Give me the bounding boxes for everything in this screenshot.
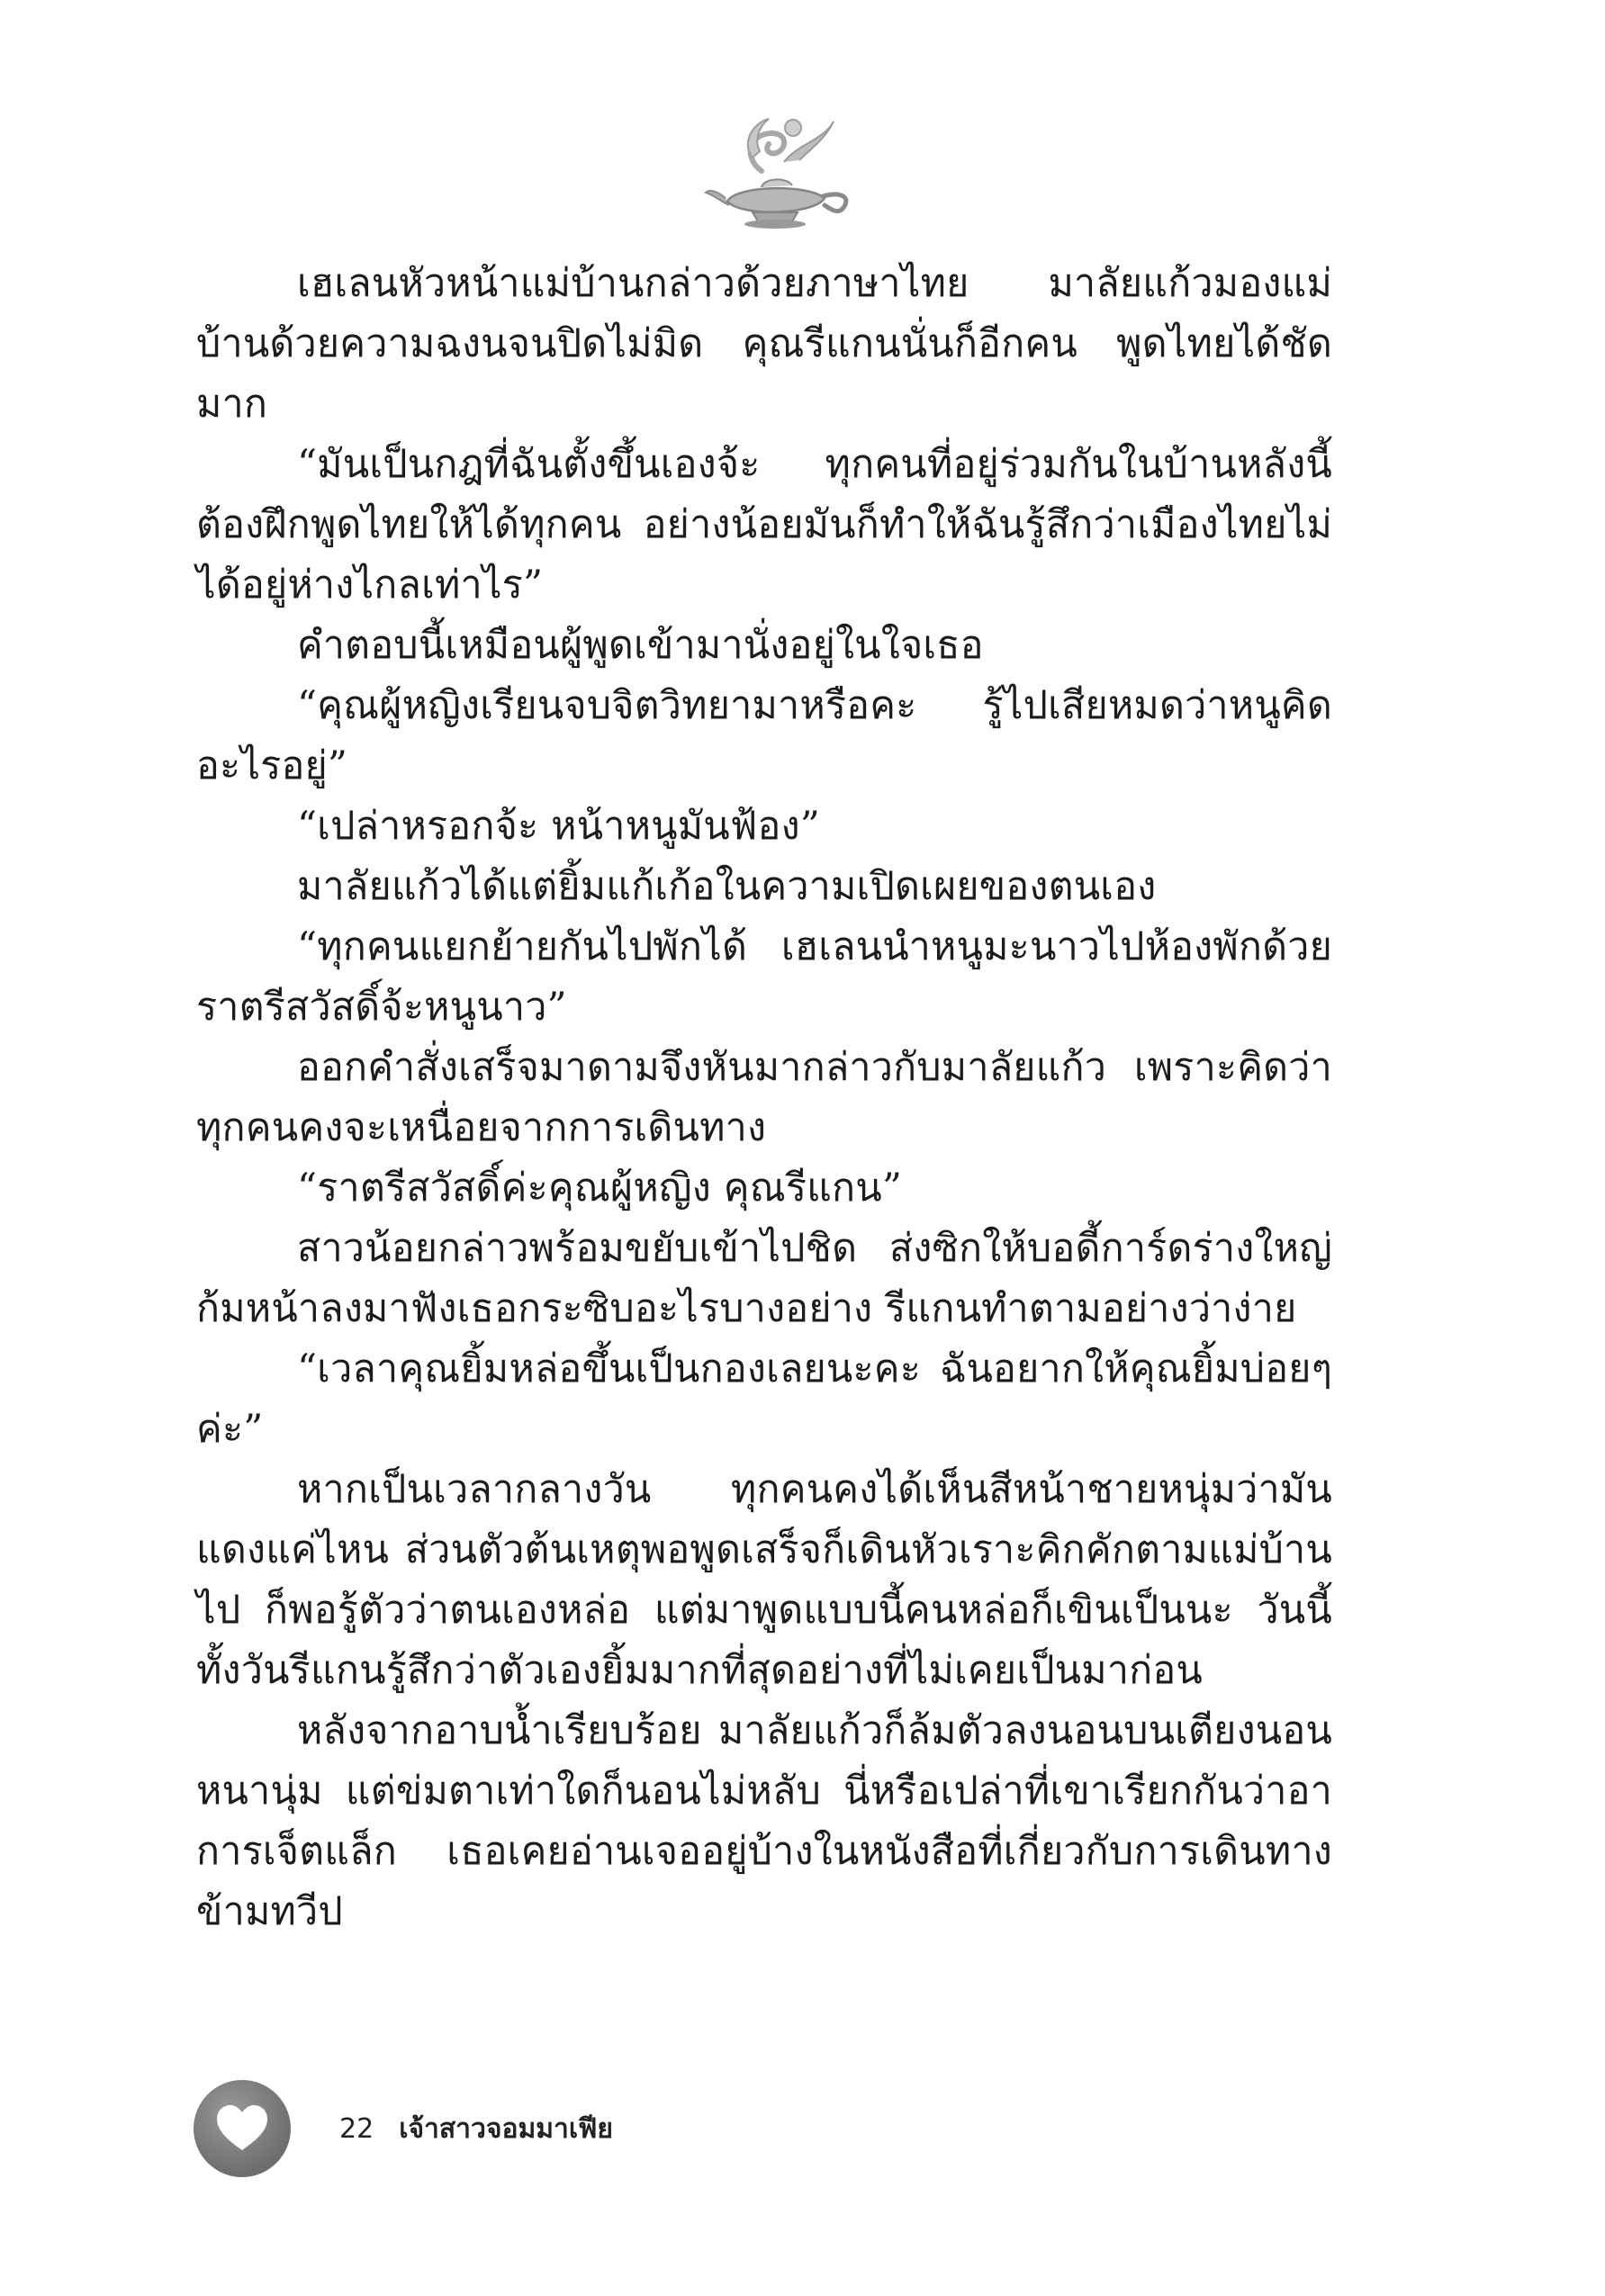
magic-lamp-ornament <box>699 108 861 234</box>
heart-icon <box>214 2103 270 2154</box>
paragraph: สาวน้อยกล่าวพร้อมขยับเข้าไปชิด ส่งซิกให้บอดี้การ์ดร่างใหญ่ก้มหน้าลงมาฟังเธอกระซิบอะไรบางอย่าง รีแกนทำตามอย่างว่าง่าย <box>196 1226 1332 1331</box>
page-number: 22 <box>339 2112 374 2145</box>
paragraph: “เวลาคุณยิ้มหล่อขึ้นเป็นกองเลยนะคะ ฉันอยากให้คุณยิ้มบ่อยๆ ค่ะ” <box>196 1346 1332 1452</box>
paragraph: “เปล่าหรอกจ้ะ หน้าหนูมันฟ้อง” <box>297 804 820 849</box>
page-footer <box>194 2079 613 2178</box>
magic-lamp-icon <box>699 108 861 234</box>
heart-badge <box>194 2080 291 2177</box>
paragraph: เฮเลนหัวหน้าแม่บ้านกล่าวด้วยภาษาไทย มาลัยแก้วมองแม่บ้านด้วยความฉงนจนปิดไม่มิด คุณรีแกนนั่นก็อีกคน พูดไทยได้ชัดมาก <box>196 261 1332 427</box>
paragraph: หากเป็นเวลากลางวัน ทุกคนคงได้เห็นสีหน้าชายหนุ่มว่ามันแดงแค่ไหน ส่วนตัวต้นเหตุพอพูดเสร็จก็เดินหัวเราะคิกคักตามแม่บ้านไป ก็พอรู้ตัวว่าตนเองหล่อ แต่มาพูดแบบนี้คนหล่อก็เขินเป็นนะ วันนี้ทั้งวันรีแกนรู้สึกว่าตัวเองยิ้มมากที่สุดอย่างที่ไม่เคยเป็นมาก่อน <box>196 1467 1332 1693</box>
paragraph: มาลัยแก้วได้แต่ยิ้มแก้เก้อในความเปิดเผยของตนเอง <box>297 864 1157 909</box>
paragraph: “คุณผู้หญิงเรียนจบจิตวิทยามาหรือคะ รู้ไปเสียหมดว่าหนูคิดอะไรอยู่” <box>196 683 1332 788</box>
book-title: เจ้าสาวจอมมาเฟีย <box>399 2112 613 2145</box>
paragraph: “ทุกคนแยกย้ายกันไปพักได้ เฮเลนนำหนูมะนาวไปห้องพักด้วย ราตรีสวัสดิ์จ้ะหนูนาว” <box>196 924 1332 1030</box>
paragraph: ออกคำสั่งเสร็จมาดามจึงหันมากล่าวกับมาลัยแก้ว เพราะคิดว่าทุกคนคงจะเหนื่อยจากการเดินทาง <box>196 1045 1332 1150</box>
paragraph: หลังจากอาบน้ำเรียบร้อย มาลัยแก้วก็ล้มตัวลงนอนบนเตียงนอนหนานุ่ม แต่ข่มตาเท่าใดก็นอนไม่หลับ นี่หรือเปล่าที่เขาเรียกกันว่าอาการเจ็ตแล็ก เธอเคยอ่านเจออยู่บ้างในหนังสือที่เกี่ยวกับการเดินทางข้ามทวีป <box>196 1708 1332 1934</box>
paragraph: คำตอบนี้เหมือนผู้พูดเข้ามานั่งอยู่ในใจเธอ <box>297 623 984 668</box>
body-text <box>196 254 1332 1942</box>
paragraph: “ราตรีสวัสดิ์ค่ะคุณผู้หญิง คุณรีแกน” <box>297 1166 903 1211</box>
paragraph: “มันเป็นกฎที่ฉันตั้งขึ้นเองจ้ะ ทุกคนที่อยู่ร่วมกันในบ้านหลังนี้ต้องฝึกพูดไทยให้ได้ทุกคน อย่างน้อยมันก็ทำให้ฉันรู้สึกว่าเมืองไทยไม่ได้อยู่ห่างไกลเท่าไร” <box>196 442 1332 608</box>
